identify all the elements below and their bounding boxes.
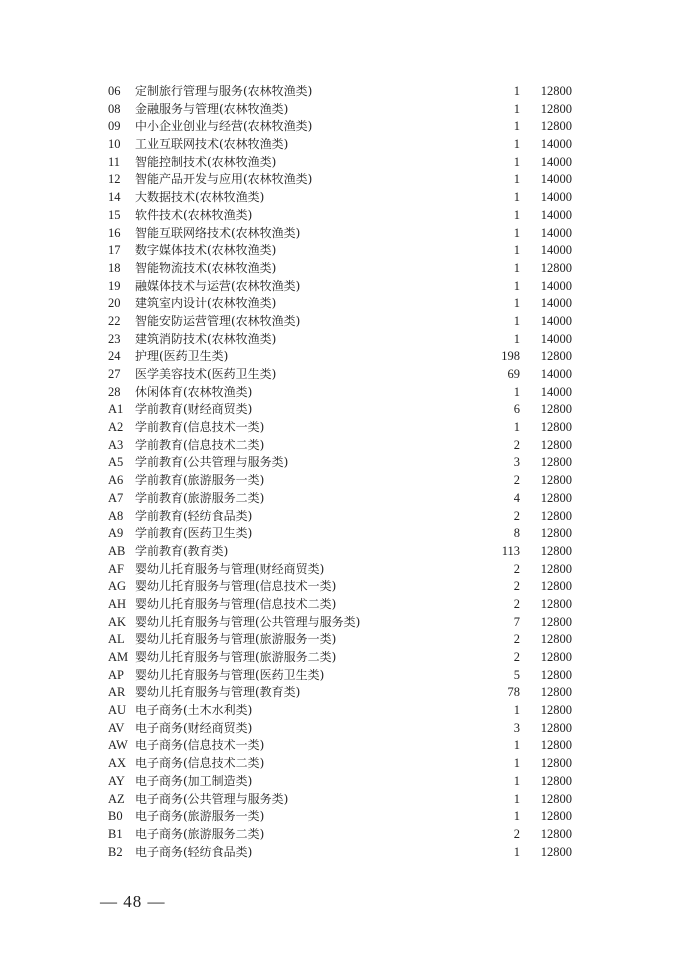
table-row	[108, 543, 580, 561]
plan-count: 2	[513, 579, 520, 594]
major-code: AB	[108, 543, 126, 558]
plan-count: 2	[513, 561, 520, 576]
major-name: 学前教育(公共管理与服务类)	[135, 455, 289, 470]
table-row	[108, 260, 580, 278]
tuition-fee: 12800	[540, 773, 572, 788]
table-row	[108, 242, 580, 260]
tuition-fee: 12800	[540, 455, 572, 470]
tuition-fee: 14000	[540, 172, 572, 187]
table-row	[108, 295, 580, 313]
table-row	[108, 225, 580, 243]
table-row	[108, 401, 580, 419]
plan-count: 198	[501, 349, 520, 364]
major-code: B2	[108, 844, 123, 859]
table-row	[108, 508, 580, 526]
major-code: 08	[108, 101, 121, 116]
tuition-fee: 12800	[540, 490, 572, 505]
tuition-fee: 14000	[540, 137, 572, 152]
plan-count: 2	[513, 437, 520, 452]
table-row	[108, 490, 580, 508]
plan-count: 1	[513, 331, 520, 346]
table-row	[108, 419, 580, 437]
plan-count: 3	[513, 720, 520, 735]
major-code: 14	[108, 190, 121, 205]
tuition-fee: 12800	[540, 561, 572, 576]
tuition-fee: 14000	[540, 278, 572, 293]
tuition-fee: 12800	[540, 667, 572, 682]
major-name: 电子商务(旅游服务二类)	[135, 826, 265, 841]
major-name: 建筑室内设计(农林牧渔类)	[135, 296, 277, 311]
enrollment-table	[108, 83, 580, 861]
major-code: A3	[108, 437, 124, 452]
table-row	[108, 720, 580, 738]
major-code: AK	[108, 614, 127, 629]
table-row	[108, 631, 580, 649]
major-code: AG	[108, 579, 127, 594]
tuition-fee: 12800	[540, 437, 572, 452]
table-row	[108, 525, 580, 543]
plan-count: 1	[513, 84, 520, 98]
table-row	[108, 101, 580, 119]
major-code: AX	[108, 756, 127, 771]
plan-count: 6	[513, 402, 520, 417]
major-code: B1	[108, 826, 123, 841]
major-code: AU	[108, 703, 127, 718]
major-code: A5	[108, 455, 124, 470]
table-row	[108, 118, 580, 136]
major-code: 23	[108, 331, 121, 346]
major-code: 22	[108, 313, 121, 328]
table-row	[108, 437, 580, 455]
major-name: 学前教育(旅游服务二类)	[135, 490, 265, 505]
tuition-fee: 14000	[540, 243, 572, 258]
tuition-fee: 12800	[540, 650, 572, 664]
major-name: 电子商务(加工制造类)	[135, 773, 253, 788]
major-code: A1	[108, 402, 124, 417]
major-code: A7	[108, 490, 124, 505]
plan-count: 1	[513, 278, 520, 293]
plan-count: 1	[513, 190, 520, 205]
major-name: 数字媒体技术(农林牧渔类)	[135, 243, 277, 258]
tuition-fee: 12800	[540, 738, 572, 753]
table-row	[108, 844, 580, 862]
plan-count: 1	[513, 756, 520, 771]
major-name: 婴幼儿托育服务与管理(医药卫生类)	[135, 667, 325, 682]
table-row	[108, 826, 580, 844]
major-name: 电子商务(旅游服务一类)	[135, 809, 265, 824]
major-name: 婴幼儿托育服务与管理(旅游服务二类)	[135, 650, 337, 664]
major-code: 12	[108, 172, 121, 187]
major-name: 智能产品开发与应用(农林牧渔类)	[135, 172, 313, 187]
plan-count: 8	[513, 526, 520, 541]
tuition-fee: 12800	[540, 260, 572, 275]
tuition-fee: 12800	[540, 420, 572, 435]
major-name: 大数据技术(农林牧渔类)	[135, 190, 265, 205]
tuition-fee: 14000	[540, 331, 572, 346]
major-code: 11	[108, 154, 121, 169]
table-row	[108, 578, 580, 596]
major-name: 学前教育(信息技术二类)	[135, 437, 265, 452]
major-code: A2	[108, 420, 124, 435]
major-name: 学前教育(财经商贸类)	[135, 402, 253, 417]
plan-count: 1	[513, 225, 520, 240]
major-name: 护理(医药卫生类)	[135, 349, 229, 364]
plan-count: 1	[513, 154, 520, 169]
tuition-fee: 12800	[540, 596, 572, 611]
major-name: 建筑消防技术(农林牧渔类)	[135, 331, 277, 346]
major-name: 金融服务与管理(农林牧渔类)	[135, 101, 289, 116]
tuition-fee: 12800	[540, 84, 572, 98]
major-code: AV	[108, 720, 125, 735]
table-row	[108, 702, 580, 720]
major-name: 婴幼儿托育服务与管理(信息技术二类)	[135, 596, 337, 611]
table-row	[108, 331, 580, 349]
tuition-fee: 12800	[540, 579, 572, 594]
major-code: 10	[108, 137, 121, 152]
table-row	[108, 171, 580, 189]
major-name: 婴幼儿托育服务与管理(教育类)	[135, 685, 301, 700]
major-code: A9	[108, 526, 124, 541]
plan-count: 2	[513, 473, 520, 488]
major-code: A6	[108, 473, 124, 488]
table-row	[108, 649, 580, 667]
major-name: 学前教育(教育类)	[135, 543, 229, 558]
plan-count: 1	[513, 137, 520, 152]
tuition-fee: 12800	[540, 703, 572, 718]
plan-count: 78	[507, 685, 520, 700]
table-row	[108, 614, 580, 632]
major-name: 中小企业创业与经营(农林牧渔类)	[135, 119, 313, 134]
plan-count: 1	[513, 207, 520, 222]
plan-count: 1	[513, 738, 520, 753]
tuition-fee: 12800	[540, 809, 572, 824]
table-row	[108, 454, 580, 472]
plan-count: 113	[501, 543, 520, 558]
major-name: 软件技术(农林牧渔类)	[135, 207, 253, 222]
major-code: 06	[108, 84, 121, 98]
tuition-fee: 14000	[540, 190, 572, 205]
tuition-fee: 12800	[540, 685, 572, 700]
tuition-fee: 12800	[540, 632, 572, 647]
page-number: — 48 —	[100, 892, 166, 911]
major-code: 19	[108, 278, 121, 293]
tuition-fee: 12800	[540, 720, 572, 735]
major-code: AP	[108, 667, 124, 682]
plan-count: 1	[513, 420, 520, 435]
tuition-fee: 12800	[540, 543, 572, 558]
tuition-fee: 14000	[540, 384, 572, 399]
table-row	[108, 154, 580, 172]
table-row	[108, 808, 580, 826]
major-code: 17	[108, 243, 121, 258]
major-code: B0	[108, 809, 123, 824]
major-name: 智能安防运营管理(农林牧渔类)	[135, 313, 301, 328]
tuition-fee: 12800	[540, 526, 572, 541]
tuition-fee: 14000	[540, 296, 572, 311]
table-row	[108, 136, 580, 154]
major-name: 婴幼儿托育服务与管理(财经商贸类)	[135, 561, 325, 576]
major-name: 电子商务(信息技术二类)	[135, 756, 265, 771]
table-row	[108, 207, 580, 225]
plan-count: 1	[513, 260, 520, 275]
tuition-fee: 12800	[540, 473, 572, 488]
tuition-fee: 12800	[540, 844, 572, 859]
major-name: 定制旅行管理与服务(农林牧渔类)	[135, 84, 313, 98]
major-code: 09	[108, 119, 121, 134]
tuition-fee: 12800	[540, 791, 572, 806]
plan-count: 7	[513, 614, 520, 629]
plan-count: 1	[513, 384, 520, 399]
plan-count: 1	[513, 809, 520, 824]
tuition-fee: 14000	[540, 207, 572, 222]
major-code: AY	[108, 773, 125, 788]
major-name: 学前教育(医药卫生类)	[135, 526, 253, 541]
plan-count: 1	[513, 773, 520, 788]
table-row	[108, 773, 580, 791]
major-name: 智能控制技术(农林牧渔类)	[135, 154, 277, 169]
plan-count: 2	[513, 508, 520, 523]
plan-count: 1	[513, 172, 520, 187]
tuition-fee: 12800	[540, 614, 572, 629]
tuition-fee: 12800	[540, 402, 572, 417]
major-name: 医学美容技术(医药卫生类)	[135, 367, 277, 381]
major-name: 电子商务(土木水利类)	[135, 703, 253, 718]
major-name: 智能物流技术(农林牧渔类)	[135, 260, 277, 275]
plan-count: 3	[513, 455, 520, 470]
tuition-fee: 12800	[540, 508, 572, 523]
plan-count: 1	[513, 119, 520, 134]
major-name: 婴幼儿托育服务与管理(公共管理与服务类)	[135, 614, 361, 629]
major-code: 28	[108, 384, 121, 399]
plan-count: 69	[507, 367, 520, 381]
major-code: A8	[108, 508, 124, 523]
table-row	[108, 684, 580, 702]
major-name: 智能互联网络技术(农林牧渔类)	[135, 225, 301, 240]
plan-count: 1	[513, 703, 520, 718]
table-row	[108, 313, 580, 331]
table-row	[108, 278, 580, 296]
major-name: 工业互联网技术(农林牧渔类)	[135, 137, 289, 152]
major-name: 学前教育(信息技术一类)	[135, 420, 265, 435]
plan-count: 1	[513, 313, 520, 328]
table-row	[108, 755, 580, 773]
major-code: AF	[108, 561, 124, 576]
plan-count: 1	[513, 243, 520, 258]
table-row	[108, 791, 580, 809]
tuition-fee: 14000	[540, 313, 572, 328]
major-code: 15	[108, 207, 121, 222]
major-code: 18	[108, 260, 121, 275]
major-name: 电子商务(财经商贸类)	[135, 720, 253, 735]
tuition-fee: 14000	[540, 225, 572, 240]
major-code: AW	[108, 738, 128, 753]
major-name: 休闲体育(农林牧渔类)	[135, 384, 253, 399]
tuition-fee: 12800	[540, 756, 572, 771]
plan-count: 1	[513, 791, 520, 806]
tuition-fee: 12800	[540, 101, 572, 116]
major-code: 27	[108, 367, 121, 381]
major-code: AH	[108, 596, 127, 611]
major-name: 学前教育(旅游服务一类)	[135, 473, 265, 488]
plan-count: 2	[513, 632, 520, 647]
major-code: 24	[108, 349, 121, 364]
plan-count: 2	[513, 650, 520, 664]
major-name: 电子商务(信息技术一类)	[135, 738, 265, 753]
major-name: 电子商务(公共管理与服务类)	[135, 791, 289, 806]
major-code: 20	[108, 296, 121, 311]
major-code: 16	[108, 225, 121, 240]
tuition-fee: 14000	[540, 367, 572, 381]
major-code: AM	[108, 650, 129, 664]
plan-count: 5	[513, 667, 520, 682]
plan-count: 1	[513, 296, 520, 311]
table-row	[108, 667, 580, 685]
major-code: AR	[108, 685, 126, 700]
major-code: AZ	[108, 791, 125, 806]
plan-count: 1	[513, 101, 520, 116]
table-row	[108, 561, 580, 579]
major-name: 婴幼儿托育服务与管理(信息技术一类)	[135, 579, 337, 594]
tuition-fee: 12800	[540, 349, 572, 364]
table-row	[108, 472, 580, 490]
table-row	[108, 737, 580, 755]
table-row	[108, 189, 580, 207]
tuition-fee: 12800	[540, 826, 572, 841]
tuition-fee: 14000	[540, 154, 572, 169]
plan-count: 2	[513, 596, 520, 611]
major-name: 电子商务(轻纺食品类)	[135, 844, 253, 859]
major-code: AL	[108, 632, 125, 647]
major-name: 婴幼儿托育服务与管理(旅游服务一类)	[135, 632, 337, 647]
table-row	[108, 366, 580, 384]
tuition-fee: 12800	[540, 119, 572, 134]
major-name: 学前教育(轻纺食品类)	[135, 508, 253, 523]
plan-count: 4	[513, 490, 520, 505]
plan-count: 1	[513, 844, 520, 859]
table-row	[108, 596, 580, 614]
table-row	[108, 83, 580, 101]
plan-count: 2	[513, 826, 520, 841]
table-row	[108, 384, 580, 402]
major-name: 融媒体技术与运营(农林牧渔类)	[135, 278, 301, 293]
table-row	[108, 348, 580, 366]
